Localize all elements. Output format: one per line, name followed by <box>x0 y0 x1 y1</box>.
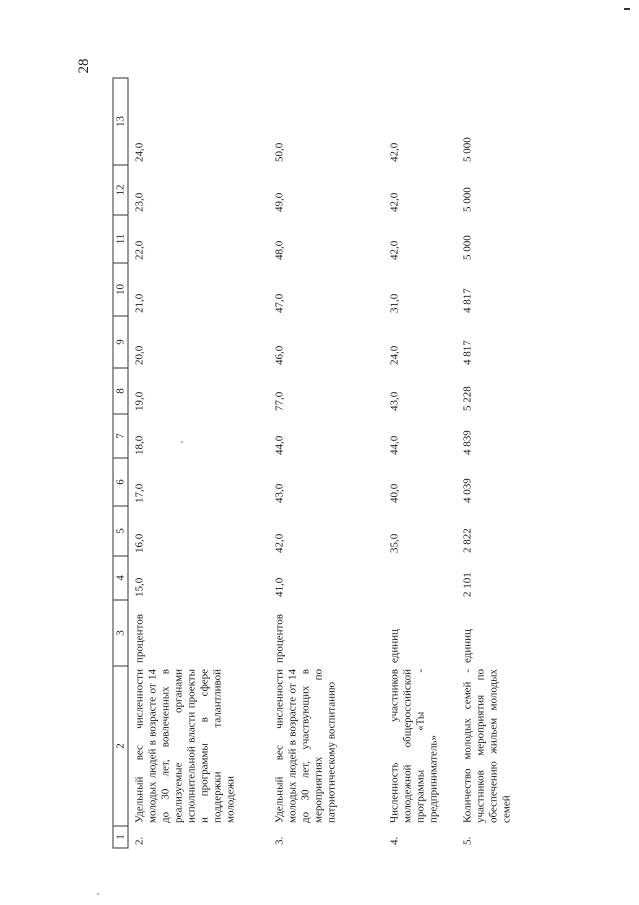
column-header: 3 <box>113 600 128 666</box>
indicator-value: 5 000 <box>460 136 473 162</box>
indicator-value: 24,0 <box>387 345 400 365</box>
indicator-value: 35,0 <box>387 533 400 553</box>
indicator-value: 18,0 <box>133 435 145 455</box>
indicator-value: 42,0 <box>387 192 400 212</box>
indicator-name: Численность участников молодежной общероссийской программы «Ты - предприниматель» <box>387 668 439 823</box>
indicator-value: 19,0 <box>133 391 145 411</box>
indicator-value: 49,0 <box>272 192 285 212</box>
row-number: 5. <box>460 836 473 845</box>
indicator-value: 77,0 <box>272 391 285 411</box>
indicator-value: 48,0 <box>272 240 285 260</box>
indicator-value: 4 817 <box>460 339 473 365</box>
page-number: 28 <box>76 58 92 74</box>
indicator-value: 22,0 <box>133 240 145 260</box>
table-container <box>112 78 527 848</box>
table-row <box>456 78 529 848</box>
indicator-value: 2 822 <box>460 527 473 553</box>
scan-corner-mark <box>624 8 630 10</box>
indicator-value: 4 817 <box>460 287 473 313</box>
indicator-value: 47,0 <box>272 293 285 313</box>
indicator-value: 43,0 <box>387 391 400 411</box>
indicator-value: 21,0 <box>133 293 145 313</box>
column-header: 4 <box>113 556 128 600</box>
indicator-value: 40,0 <box>387 483 400 503</box>
table-row <box>268 78 383 848</box>
indicator-value: 2 101 <box>460 571 473 597</box>
indicator-value: 4 039 <box>460 477 473 503</box>
column-header: 6 <box>113 458 128 506</box>
indicator-value: 31,0 <box>387 293 400 313</box>
indicator-name: Удельный вес численности молодых людей в возрасте от 14 до 30 лет, участвующих в мероприятиях по патриотическому воспитанию <box>272 668 337 823</box>
indicator-value: 50,0 <box>272 142 285 162</box>
column-header: 10 <box>113 263 128 316</box>
indicator-value: 42,0 <box>387 240 400 260</box>
indicator-value: 46,0 <box>272 345 285 365</box>
column-header: 8 <box>113 368 128 414</box>
indicator-value <box>383 556 456 600</box>
indicator-value: 44,0 <box>387 435 400 455</box>
column-header: 7 <box>113 414 128 458</box>
row-number: 4. <box>387 836 400 845</box>
indicator-value: 44,0 <box>272 435 285 455</box>
indicator-value: 17,0 <box>133 483 145 503</box>
indicator-value: 15,0 <box>133 577 145 597</box>
scan-speck <box>97 893 99 895</box>
indicator-unit: единиц <box>387 628 400 663</box>
row-number: 3. <box>272 836 285 845</box>
column-header: 5 <box>113 506 128 556</box>
column-header: 9 <box>113 316 128 368</box>
indicator-value: 42,0 <box>387 142 400 162</box>
indicator-value: 20,0 <box>133 345 145 365</box>
indicator-unit: процентов <box>272 613 285 663</box>
column-header: 12 <box>113 165 128 215</box>
column-header: 1 <box>113 826 128 848</box>
header-row <box>113 78 128 848</box>
column-header: 13 <box>113 78 128 165</box>
table-row <box>383 78 456 848</box>
indicator-unit: процентов <box>133 613 145 663</box>
table-row <box>128 78 268 848</box>
indicator-name: Количество молодых семей - участников мероприятия по обеспечению жильем молодых семей <box>460 668 512 823</box>
indicator-value: 43,0 <box>272 483 285 503</box>
indicator-value: 23,0 <box>133 192 145 212</box>
indicator-value: 5 000 <box>460 186 473 212</box>
column-header: 2 <box>113 666 128 826</box>
indicator-unit: единиц <box>460 628 473 663</box>
indicator-value: 5 000 <box>460 234 473 260</box>
column-header: 11 <box>113 215 128 263</box>
indicator-value: 41,0 <box>272 577 285 597</box>
indicator-value: 4 839 <box>460 429 473 455</box>
row-number: 2. <box>133 836 145 845</box>
indicator-name: Удельный вес численности молодых людей в возрасте от 14 до 30 лет, вовлеченных в реализуемые органами исполнительной власти проекты и программы в сфере поддержки талантливой молодежи <box>133 668 236 823</box>
indicators-table <box>112 77 529 848</box>
indicator-value: 16,0 <box>133 533 145 553</box>
indicator-value: 24,0 <box>133 142 145 162</box>
indicator-value: 5 228 <box>460 385 473 411</box>
indicator-value: 42,0 <box>272 533 285 553</box>
